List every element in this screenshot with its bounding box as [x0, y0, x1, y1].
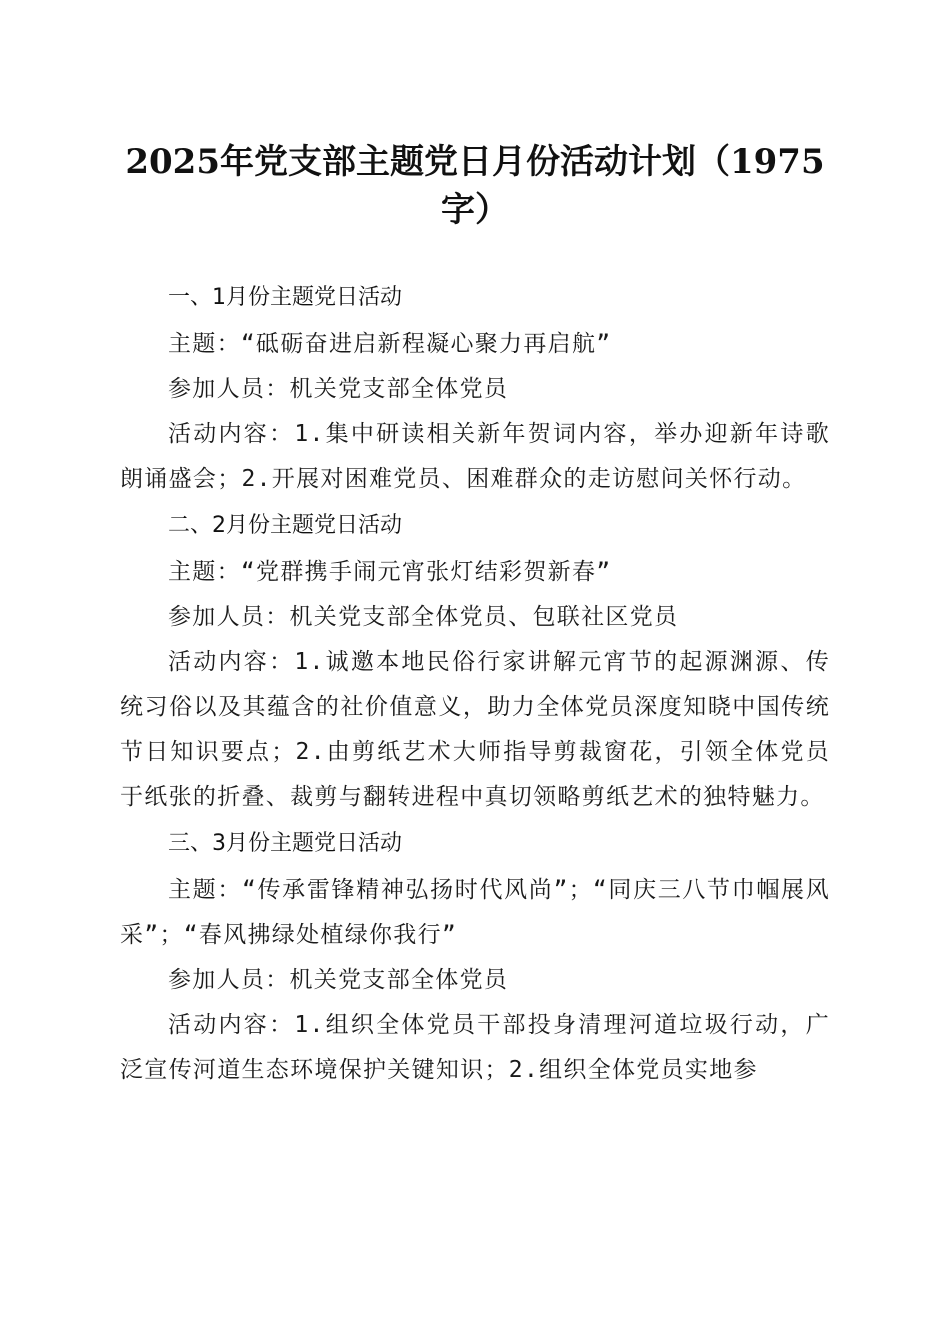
theme-text: “党群携手闹元宵张灯结彩贺新春”: [240, 559, 612, 585]
theme-line: [120, 550, 830, 595]
content-line: [120, 640, 830, 820]
content-label: 活动内容：: [168, 1012, 295, 1038]
participants-text: 机关党支部全体党员、包联社区党员: [289, 604, 679, 630]
participants-line: [120, 367, 830, 412]
document-body: [120, 274, 830, 1093]
theme-label: 主题：: [168, 331, 241, 357]
section-february: [120, 502, 830, 820]
participants-text: 机关党支部全体党员: [289, 967, 509, 993]
content-line: [120, 412, 830, 502]
theme-text: “传承雷锋精神弘扬时代风尚”；“同庆三八节巾帼展风采”；“春风拂绿处植绿你我行”: [120, 877, 831, 948]
theme-text: “砥砺奋进启新程凝心聚力再启航”: [240, 331, 612, 357]
theme-line: [120, 868, 830, 958]
document-title: 2025年党支部主题党日月份活动计划（1975字）: [125, 142, 825, 230]
section-march: [120, 820, 830, 1093]
participants-label: 参加人员：: [168, 376, 290, 402]
theme-label: 主题：: [168, 877, 242, 903]
content-label: 活动内容：: [168, 649, 295, 675]
participants-label: 参加人员：: [168, 604, 290, 630]
content-text: 1.组织全体党员干部投身清理河道垃圾行动，广泛宣传河道生态环境保护关键知识；2.组织全体党员实地参: [120, 1012, 831, 1083]
participants-line: [120, 958, 830, 1003]
participants-line: [120, 595, 830, 640]
participants-text: 机关党支部全体党员: [289, 376, 509, 402]
theme-line: [120, 322, 830, 367]
theme-label: 主题：: [168, 559, 241, 585]
participants-label: 参加人员：: [168, 967, 290, 993]
content-line: [120, 1003, 830, 1093]
section-heading: 一、1月份主题党日活动: [168, 285, 402, 310]
content-label: 活动内容：: [168, 421, 295, 447]
section-heading: 二、2月份主题党日活动: [168, 513, 402, 538]
content-text: 1.集中研读相关新年贺词内容，举办迎新年诗歌朗诵盛会；2.开展对困难党员、困难群众的走访慰问关怀行动。: [120, 421, 831, 492]
section-january: [120, 274, 830, 502]
section-heading: 三、3月份主题党日活动: [168, 831, 402, 856]
content-text: 1.诚邀本地民俗行家讲解元宵节的起源渊源、传统习俗以及其蕴含的社价值意义，助力全体党员深度知晓中国传统节日知识要点；2.由剪纸艺术大师指导剪裁窗花，引领全体党员于纸张的折叠、裁剪与翻转进程中真切领略剪纸艺术的独特魅力。: [120, 649, 831, 810]
